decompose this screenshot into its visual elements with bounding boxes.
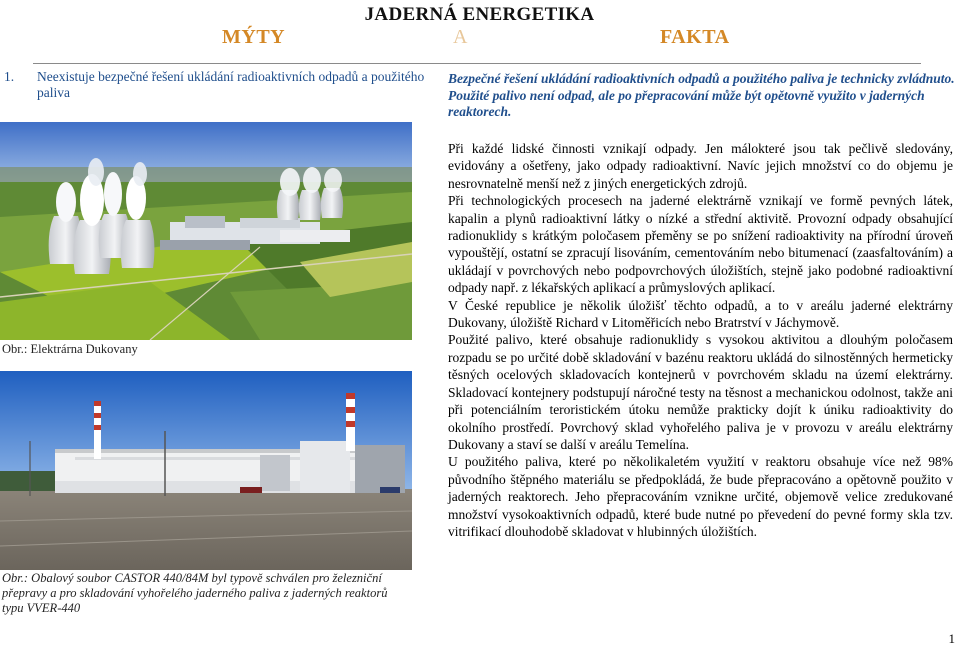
myth-number: 1. (4, 69, 15, 84)
paragraph: Při technologických procesech na jaderné elektrárně vznikají ve formě pevných látek, kapalin a plynů radioaktivní látky o nízké a střední aktivitě. Provozní odpady obsahující radionuklidy s krátkým poločasem přeměny se po snížení radioaktivity na přírodní úroveň vypouštějí, ostatní se zpracují lisováním, cementováním nebo bitumenací (zaasfaltováním) a ukládají v povrchových nebo podpovrchových úložištích, stejně jako podobné radioaktivní odpady např. z lékařských aplikací a průmyslových aplikací. (448, 193, 953, 296)
myth-text: Neexistuje bezpečné řešení ukládání radioaktivních odpadů a použitého paliva (37, 69, 425, 100)
fact-text: Bezpečné řešení ukládání radioaktivních odpadů a použitého paliva je technicky zvládnuto. Použité palivo není odpad, ale po přepracování může být opětovně využito v jaderných reaktorech. (448, 71, 955, 119)
castor-storage-photo (0, 371, 412, 570)
body-text (448, 140, 953, 540)
column-heading-facts: FAKTA (660, 26, 730, 48)
paragraph: U použitého paliva, které po několikaletém využití v reaktoru obsahuje více než 98% původního štěpného materiálu se předpokládá, že bude přepracováno a opětovně použito v jaderných reaktorech. Jeho přepracováním vznikne určité, objemově velice zredukované množství vysokoaktivních odpadů, které bude nutné po převedení do pevné formy skla tzv. vitrifikací dlouhodobě skladovat v hlubinných úložištích. (448, 454, 953, 539)
photo-caption-castor: Obr.: Obalový soubor CASTOR 440/84M byl typově schválen pro železniční přepravy a pro skladování vyhořelého jaderného paliva z jaderných reaktorů typu VVER-440 (2, 571, 388, 615)
paragraph: V České republice je několik úložišť těchto odpadů, a to v areálu jaderné elektrárny Dukovany, úložiště Richard v Litoměřicích nebo Bratrství v Jáchymově. (448, 297, 953, 331)
header-divider (33, 63, 921, 64)
page-number: 1 (948, 631, 955, 646)
column-heading-and: A (453, 26, 468, 48)
dukovany-power-plant-photo (0, 122, 412, 340)
paragraph: Při každé lidské činnosti vznikají odpady. Jen málokteré jsou tak pečlivě sledovány, evidovány a ošetřeny, jako odpady radioaktivní. Navíc jejich množství co do objemu je nesrovnatelně menší než z jiných energetických zdrojů. (448, 141, 953, 191)
page-title: JADERNÁ ENERGETIKA (364, 4, 595, 25)
column-heading-myths: MÝTY (222, 26, 286, 48)
photo-caption-dukovany: Obr.: Elektrárna Dukovany (2, 342, 138, 356)
paragraph: Použité palivo, které obsahuje radionuklidy s vysokou aktivitou a dlouhým poločasem rozpadu se po určité době skladování v bazénu reaktoru ukládá do silnostěnných hermeticky těsných ocelových skladovacích kontejnerů v povrchovém skladu na území elektrárny. Skladovací kontejnery podstupují náročné testy na těsnost a mechanickou odolnost, takže ani při potenciálním teroristickém útoku nemůže prakticky dojít k úniku radioaktivity do okolního prostředí. Povrchový sklad vyhořelého paliva je v provozu v areálu elektrárny Dukovany a staví se další v areálu Temelína. (448, 332, 953, 452)
